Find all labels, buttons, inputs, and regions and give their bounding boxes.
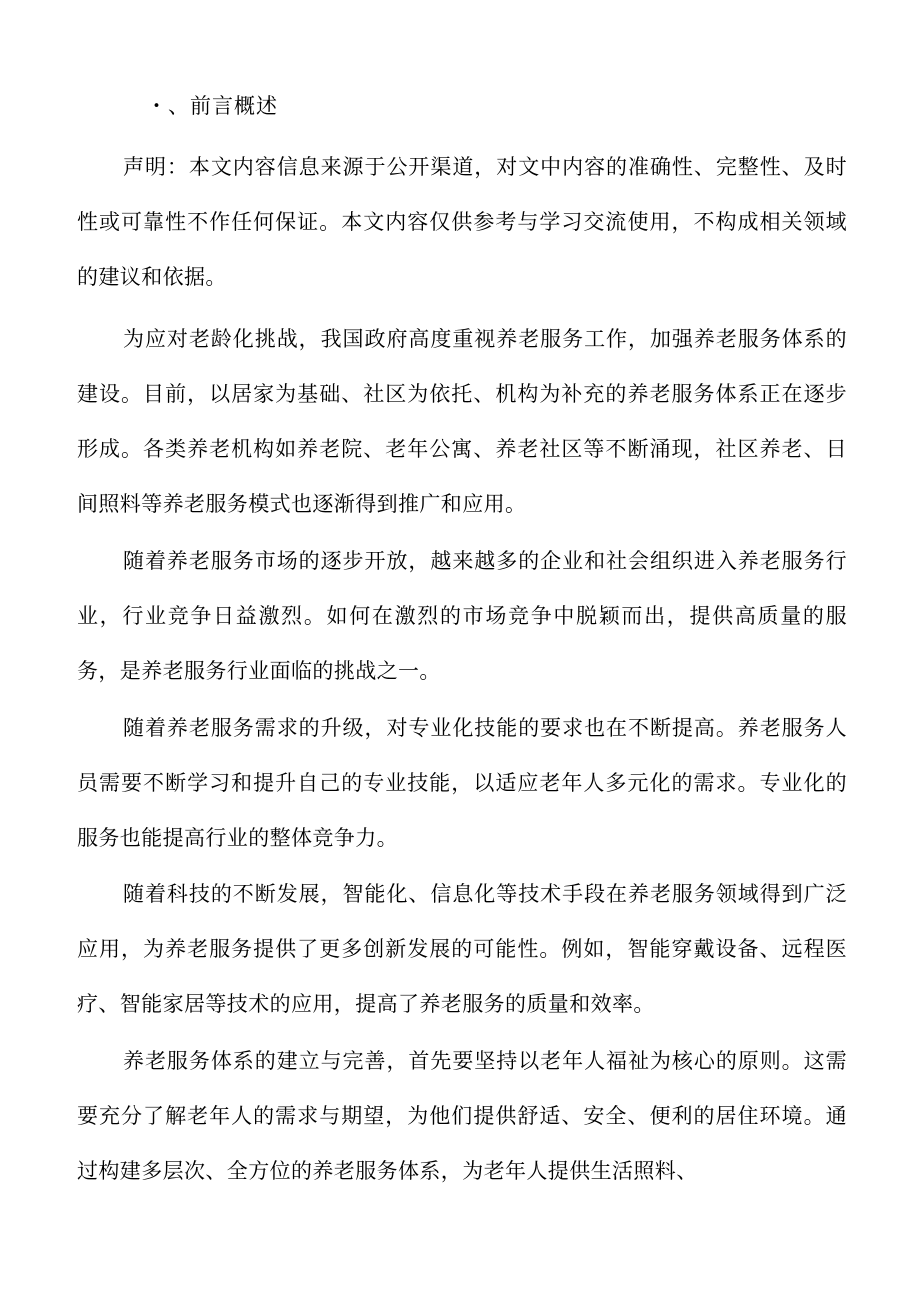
paragraph-aging-response: 为应对老龄化挑战，我国政府高度重视养老服务工作，加强养老服务体系的建设。目前，以居家为基础、社区为依托、机构为补充的养老服务体系正在逐步形成。各类养老机构如养老院、老年公寓、养老社区等不断涌现，社区养老、日间照料等养老服务模式也逐渐得到推广和应用。 — [77, 327, 847, 516]
paragraph-market-competition: 随着养老服务市场的逐步开放，越来越多的企业和社会组织进入养老服务行业，行业竞争日益激烈。如何在激烈的市场竞争中脱颖而出，提供高质量的服务，是养老服务行业面临的挑战之一。 — [77, 549, 847, 683]
paragraph-professional-skills: 随着养老服务需求的升级，对专业化技能的要求也在不断提高。养老服务人员需要不断学习和提升自己的专业技能，以适应老年人多元化的需求。专业化的服务也能提高行业的整体竞争力。 — [77, 716, 847, 850]
paragraph-service-system: 养老服务体系的建立与完善，首先要坚持以老年人福祉为核心的原则。这需要充分了解老年人的需求与期望，为他们提供舒适、安全、便利的居住环境。通过构建多层次、全方位的养老服务体系，为老年人提供生活照料、 — [77, 1049, 847, 1183]
section-heading: ・、前言概述 — [146, 94, 278, 118]
paragraph-disclaimer: 声明：本文内容信息来源于公开渠道，对文中内容的准确性、完整性、及时性或可靠性不作任何保证。本文内容仅供参考与学习交流使用，不构成相关领域的建议和依据。 — [77, 155, 847, 289]
paragraph-technology: 随着科技的不断发展，智能化、信息化等技术手段在养老服务领域得到广泛应用，为养老服务提供了更多创新发展的可能性。例如，智能穿戴设备、远程医疗、智能家居等技术的应用，提高了养老服务的质量和效率。 — [77, 882, 847, 1016]
